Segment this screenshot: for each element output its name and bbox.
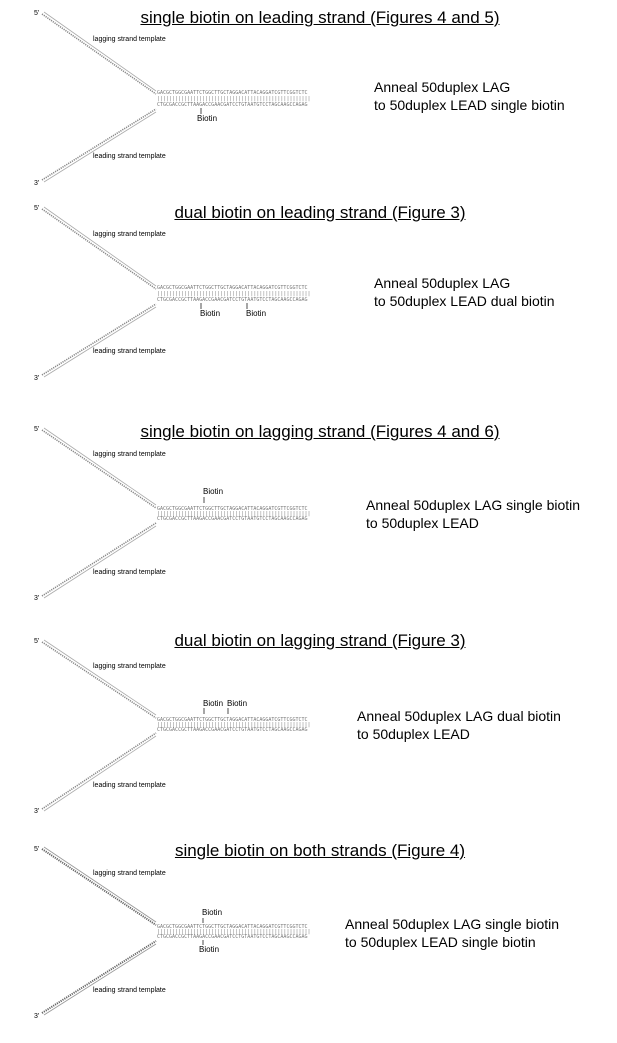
five-prime-label: 5' — [34, 846, 40, 853]
lagging-template-label: lagging strand template — [93, 451, 166, 458]
annealing-note-line-1: Anneal 50duplex LAG dual biotin — [357, 708, 561, 724]
duplex-base-pairs: ||||||||||||||||||||||||||||||||||||||||||||||||||| — [157, 96, 311, 102]
duplex-bottom-sequence: CTGCGACCGCTTAAGACCGAACGATCCTGTAATGTCCTAGCAAGCCAGAG — [157, 297, 308, 303]
biotin-label: Biotin — [200, 309, 221, 318]
duplex-top-sequence: GACGCTGGCGAATTCTGGCTTGCTAGGACATTACAGGATCGTTCGGTCTC — [157, 717, 308, 723]
three-prime-label: 3' — [34, 1013, 40, 1020]
five-prime-label: 5' — [34, 638, 40, 645]
duplex-top-sequence: GACGCTGGCGAATTCTGGCTTGCTAGGACATTACAGGATCGTTCGGTCTC — [157, 285, 308, 291]
duplex-base-pairs: ||||||||||||||||||||||||||||||||||||||||||||||||||| — [157, 511, 311, 517]
replication-fork-diagram — [0, 422, 350, 607]
duplex-bottom-sequence: CTGCGACCGCTTAAGACCGAACGATCCTGTAATGTCCTAGCAAGCCAGAG — [157, 102, 308, 108]
duplex-bottom-sequence: CTGCGACCGCTTAAGACCGAACGATCCTGTAATGTCCTAGCAAGCCAGAG — [157, 934, 308, 940]
leading-template-strand — [42, 941, 156, 1013]
three-prime-label: 3' — [34, 375, 40, 382]
biotin-label: Biotin — [199, 945, 220, 954]
duplex-bottom-sequence: CTGCGACCGCTTAAGACCGAACGATCCTGTAATGTCCTAGCAAGCCAGAG — [157, 516, 308, 522]
lagging-template-strand — [42, 209, 156, 289]
duplex-top-sequence: GACGCTGGCGAATTCTGGCTTGCTAGGACATTACAGGATCGTTCGGTCTC — [157, 924, 308, 930]
leading-template-label: leading strand template — [93, 569, 166, 576]
lagging-template-strand — [42, 14, 156, 94]
five-prime-label: 5' — [34, 205, 40, 212]
lagging-template-label: lagging strand template — [93, 663, 166, 670]
biotin-label: Biotin — [202, 908, 223, 917]
panel-title: single biotin on leading strand (Figures 4 and 5) — [140, 8, 500, 27]
panel-title: dual biotin on leading strand (Figure 3) — [174, 203, 466, 222]
five-prime-label: 5' — [34, 426, 40, 433]
biotin-label: Biotin — [246, 309, 267, 318]
annealing-note-line-2: to 50duplex LEAD — [357, 726, 470, 742]
lagging-template-label: lagging strand template — [93, 36, 166, 43]
annealing-note-line-2: to 50duplex LEAD — [366, 515, 479, 531]
annealing-note-line-2: to 50duplex LEAD single biotin — [374, 97, 565, 113]
biotin-label: Biotin — [203, 487, 224, 496]
annealing-note — [374, 274, 555, 310]
annealing-note — [345, 915, 559, 951]
annealing-note — [366, 496, 580, 532]
lagging-template-strand — [42, 642, 156, 718]
replication-fork-diagram — [0, 841, 350, 1026]
duplex-base-pairs: ||||||||||||||||||||||||||||||||||||||||||||||||||| — [157, 722, 311, 728]
lagging-template-label: lagging strand template — [93, 231, 166, 238]
leading-template-label: leading strand template — [93, 987, 166, 994]
lagging-template-strand — [42, 430, 156, 508]
panel-3 — [0, 422, 617, 607]
panel-2 — [0, 203, 617, 388]
leading-template-strand — [42, 109, 156, 180]
panel-title: single biotin on lagging strand (Figures 4 and 6) — [140, 422, 500, 441]
annealing-note-line-1: Anneal 50duplex LAG single biotin — [366, 497, 581, 513]
panel-4 — [0, 631, 617, 816]
leading-template-label: leading strand template — [93, 153, 166, 160]
lagging-template-strand — [42, 849, 156, 925]
leading-template-strand — [42, 304, 156, 375]
replication-fork-diagram — [0, 8, 350, 193]
leading-template-strand — [42, 733, 156, 809]
replication-fork-diagram — [0, 631, 350, 816]
biotin-label: Biotin — [203, 699, 224, 708]
duplex-top-sequence: GACGCTGGCGAATTCTGGCTTGCTAGGACATTACAGGATCGTTCGGTCTC — [157, 506, 308, 512]
annealing-note — [357, 707, 561, 743]
duplex-base-pairs: ||||||||||||||||||||||||||||||||||||||||||||||||||| — [157, 291, 311, 297]
duplex-base-pairs: ||||||||||||||||||||||||||||||||||||||||||||||||||| — [157, 929, 311, 935]
three-prime-label: 3' — [34, 595, 40, 602]
leading-template-strand — [42, 523, 156, 596]
leading-template-label: leading strand template — [93, 348, 166, 355]
annealing-note-line-2: to 50duplex LEAD single biotin — [345, 934, 536, 950]
annealing-note-line-2: to 50duplex LEAD dual biotin — [374, 293, 555, 309]
duplex-top-sequence: GACGCTGGCGAATTCTGGCTTGCTAGGACATTACAGGATCGTTCGGTCTC — [157, 90, 308, 96]
panel-title: single biotin on both strands (Figure 4) — [174, 841, 466, 860]
leading-template-label: leading strand template — [93, 782, 166, 789]
annealing-note-line-1: Anneal 50duplex LAG single biotin — [345, 916, 560, 932]
annealing-note-line-1: Anneal 50duplex LAG — [374, 275, 511, 291]
annealing-note — [374, 78, 565, 114]
five-prime-label: 5' — [34, 10, 40, 17]
panel-1 — [0, 8, 617, 193]
annealing-note-line-1: Anneal 50duplex LAG — [374, 79, 511, 95]
three-prime-label: 3' — [34, 808, 40, 815]
lagging-template-label: lagging strand template — [93, 870, 166, 877]
replication-fork-diagram — [0, 203, 350, 388]
panel-title: dual biotin on lagging strand (Figure 3) — [174, 631, 466, 650]
duplex-bottom-sequence: CTGCGACCGCTTAAGACCGAACGATCCTGTAATGTCCTAGCAAGCCAGAG — [157, 727, 308, 733]
panel-5 — [0, 841, 617, 1026]
biotin-label: Biotin — [197, 114, 218, 123]
three-prime-label: 3' — [34, 180, 40, 187]
biotin-label: Biotin — [227, 699, 248, 708]
